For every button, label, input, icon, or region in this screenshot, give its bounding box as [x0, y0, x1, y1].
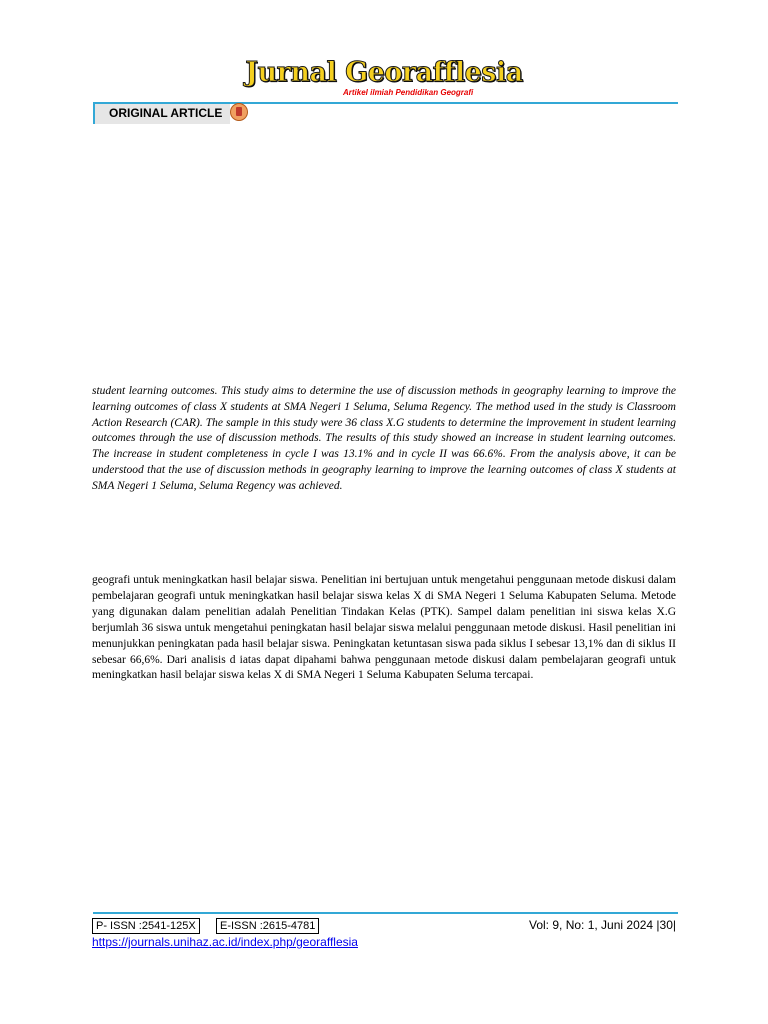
abstract-english: student learning outcomes. This study aims to determine the use of discussion methods in geography learning to improve the learning outcomes of class X students at SMA Negeri 1 Seluma, Seluma Regency. The method used in the study is Classroom Action Research (CAR). The sample in this study were 36 class X.G students to determine the improvement in student learning outcomes through the use of discussion methods. The results of this study showed an increase in student learning outcomes. The increase in student completeness in cycle I was 13.1% and in cycle II was 66.6%. From the analysis above, it can be understood that the use of discussion methods in geography learning to improve the learning outcomes of class X students at SMA Negeri 1 Seluma, Seluma Regency was achieved. — [92, 385, 676, 492]
print-issn: P- ISSN :2541-125X — [92, 918, 200, 934]
volume-info: Vol: 9, No: 1, Juni 2024 |30| — [529, 918, 676, 932]
journal-subtitle: Artikel ilmiah Pendidikan Geografi — [343, 88, 474, 97]
journal-title: Jurnal Georafflesia — [245, 57, 523, 88]
footer-rule — [93, 912, 678, 914]
article-type-label: ORIGINAL ARTICLE — [109, 106, 223, 120]
journal-url-link[interactable]: https://journals.unihaz.ac.id/index.php/georafflesia — [92, 935, 358, 949]
abstract-indonesian: geografi untuk meningkatkan hasil belajar siswa. Penelitian ini bertujuan untuk mengetahui penggunaan metode diskusi dalam pembelajaran geografi untuk meningkatkan hasil belajar siswa kelas X di SMA Negeri 1 Seluma Kabupaten Seluma. Metode yang digunakan dalam penelitian adalah Penelitian Tindakan Kelas (PTK). Sampel dalam penelitian ini siswa kelas X.G berjumlah 36 siswa untuk mengetahui peningkatan hasil belajar siswa melalui penggunaan metode diskusi. Hasil penelitian ini menunjukkan peningkatan pada hasil belajar siswa. Peningkatan ketuntasan siswa pada siklus I sebesar 13,1% dan di siklus II sebesar 66,6%. Dari analisis d iatas dapat dipahami bahwa penggunaan metode diskusi dalam pembelajaran geografi untuk meningkatkan hasil belajar siswa kelas X di SMA Negeri 1 Seluma Kabupaten Seluma tercapai. — [92, 574, 676, 682]
bookmark-icon — [230, 103, 248, 121]
electronic-issn: E-ISSN :2615-4781 — [216, 918, 319, 934]
